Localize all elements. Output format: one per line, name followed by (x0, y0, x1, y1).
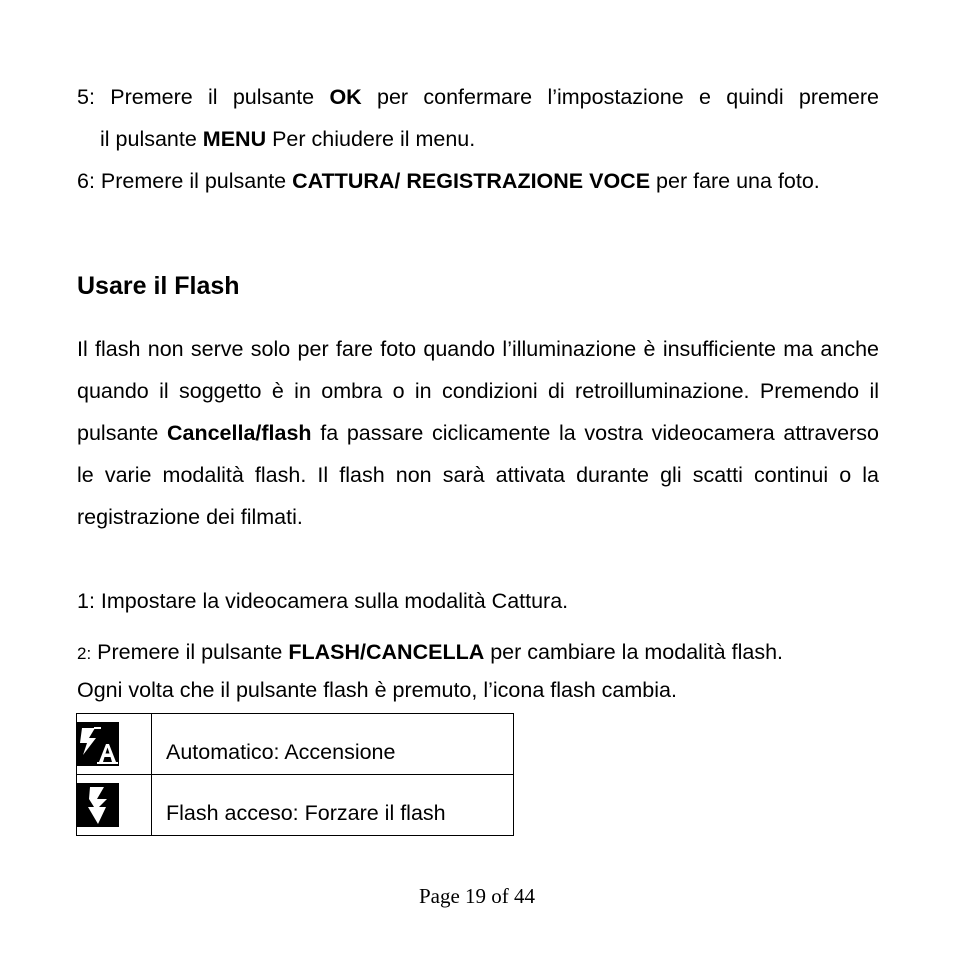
section-heading: Usare il Flash (77, 272, 240, 300)
flash-step-1: 1: Impostare la videocamera sulla modalità Cattura. (77, 589, 569, 613)
ok-button-label: OK (329, 85, 362, 109)
flash-paragraph (77, 328, 879, 538)
flash-step-2 (77, 634, 879, 708)
paragraph-part-2: fa passare ciclicamente la vostra videocamera attraverso le varie modalità flash. Il flash non sarà attivata durante gli scatti continui o la registrazione dei filmati. (77, 421, 879, 529)
capture-button-label: CATTURA/ REGISTRAZIONE VOCE (292, 169, 651, 193)
flash-on-icon (77, 783, 119, 827)
flash-auto-icon (77, 722, 119, 766)
step-5-line2-suffix: Per chiudere il menu. (266, 127, 476, 151)
page-number: Page 19 of 44 (418, 884, 536, 908)
icon-cell (77, 775, 152, 836)
step-2-line-2: Ogni volta che il pulsante flash è premuto, l’icona flash cambia. (77, 678, 677, 702)
table-row (77, 714, 514, 775)
step-5-line-2 (100, 118, 880, 160)
mode-label-auto: Automatico: Accensione (152, 714, 514, 775)
menu-button-label: MENU (202, 127, 267, 151)
icon-cell (77, 714, 152, 775)
step-6-prefix: 6: Premere il pulsante (77, 169, 293, 193)
mode-label-on: Flash acceso: Forzare il flash (152, 775, 514, 836)
flash-modes-table (76, 713, 514, 836)
step-5-line-1 (77, 76, 879, 118)
step-2-suffix: per cambiare la modalità flash. (484, 640, 784, 664)
step-6-suffix: per fare una foto. (650, 169, 820, 193)
step-2-number: 2: (77, 644, 92, 663)
step-5-line2-prefix: il pulsante (100, 127, 203, 151)
paragraph-part-1: Il flash non serve solo per fare foto quando l’illuminazione è insufficiente ma anche quando il soggetto è in ombra o in condizioni di retroilluminazione. Premendo il pulsante (77, 337, 879, 445)
step-6 (77, 160, 879, 202)
flash-cancel-button-label: FLASH/CANCELLA (288, 640, 485, 664)
cancel-flash-label: Cancella/flash (166, 421, 312, 445)
table-row (77, 775, 514, 836)
step-5-mid: per confermare l’impostazione e quindi premere (361, 85, 879, 109)
step-2-prefix: Premere il pulsante (91, 640, 289, 664)
step-5-prefix: 5: Premere il pulsante (77, 85, 330, 109)
